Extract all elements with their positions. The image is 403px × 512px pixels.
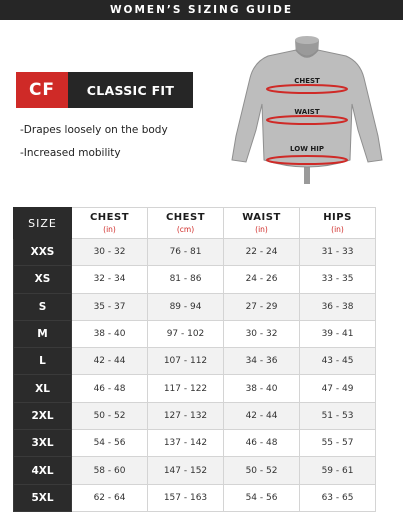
header-label: CHEST [89, 212, 130, 223]
chest-label: CHEST [294, 77, 320, 85]
waist-label: WAIST [294, 108, 320, 116]
guide-title: WOMEN’S SIZING GUIDE [109, 4, 294, 16]
table-row [14, 239, 376, 266]
hips-in-cell: 51 - 53 [300, 402, 376, 429]
waist-in-cell: 42 - 44 [224, 402, 300, 429]
size-cell: XS [14, 266, 72, 293]
header-chest-in [72, 208, 148, 239]
table-row [14, 402, 376, 429]
waist-in-cell: 46 - 48 [224, 430, 300, 457]
hips-in-cell: 59 - 61 [300, 457, 376, 484]
hips-in-cell: 55 - 57 [300, 430, 376, 457]
low-hip-label: LOW HIP [290, 145, 324, 153]
fit-badge [16, 72, 193, 108]
chest-in-cell: 50 - 52 [72, 402, 148, 429]
header-hips-in [300, 208, 376, 239]
header-unit: (in) [103, 225, 116, 234]
mannequin-shirt-diagram [218, 32, 396, 184]
fit-name: CLASSIC FIT [68, 72, 193, 108]
chest-cm-cell: 97 - 102 [148, 320, 224, 347]
hips-in-cell: 36 - 38 [300, 293, 376, 320]
table-row [14, 320, 376, 347]
chest-in-cell: 58 - 60 [72, 457, 148, 484]
chest-in-cell: 42 - 44 [72, 348, 148, 375]
table-row [14, 484, 376, 511]
waist-in-cell: 38 - 40 [224, 375, 300, 402]
chest-in-cell: 30 - 32 [72, 239, 148, 266]
size-cell: M [14, 320, 72, 347]
hips-in-cell: 47 - 49 [300, 375, 376, 402]
chest-cm-cell: 89 - 94 [148, 293, 224, 320]
waist-in-cell: 54 - 56 [224, 484, 300, 511]
size-cell: S [14, 293, 72, 320]
mannequin-neck-top [295, 36, 319, 44]
size-cell: L [14, 348, 72, 375]
hips-in-cell: 63 - 65 [300, 484, 376, 511]
waist-in-cell: 30 - 32 [224, 320, 300, 347]
table-row [14, 348, 376, 375]
chest-cm-cell: 137 - 142 [148, 430, 224, 457]
fit-code: CF [16, 72, 68, 108]
hips-in-cell: 39 - 41 [300, 320, 376, 347]
size-cell: 3XL [14, 430, 72, 457]
header-unit: (in) [255, 225, 268, 234]
header-chest-cm [148, 208, 224, 239]
table-row [14, 266, 376, 293]
header-label: CHEST [165, 212, 206, 223]
size-cell: 4XL [14, 457, 72, 484]
table-header-row [14, 208, 376, 239]
chest-in-cell: 46 - 48 [72, 375, 148, 402]
waist-in-cell: 50 - 52 [224, 457, 300, 484]
size-cell: 2XL [14, 402, 72, 429]
chest-cm-cell: 157 - 163 [148, 484, 224, 511]
table-row [14, 457, 376, 484]
header-unit: (cm) [176, 225, 195, 234]
hips-in-cell: 33 - 35 [300, 266, 376, 293]
chest-in-cell: 62 - 64 [72, 484, 148, 511]
waist-in-cell: 24 - 26 [224, 266, 300, 293]
feature-mobility: -Increased mobility [20, 147, 121, 159]
header-label: HIPS [323, 212, 352, 223]
size-cell: XL [14, 375, 72, 402]
waist-in-cell: 34 - 36 [224, 348, 300, 375]
header-unit: (in) [331, 225, 344, 234]
chest-in-cell: 38 - 40 [72, 320, 148, 347]
header-waist-in [224, 208, 300, 239]
table-row [14, 375, 376, 402]
chest-cm-cell: 117 - 122 [148, 375, 224, 402]
feature-drapes: -Drapes loosely on the body [20, 124, 168, 136]
table-row [14, 430, 376, 457]
chest-cm-cell: 76 - 81 [148, 239, 224, 266]
chest-in-cell: 35 - 37 [72, 293, 148, 320]
chest-cm-cell: 147 - 152 [148, 457, 224, 484]
guide-title-bar [0, 0, 403, 20]
hips-in-cell: 31 - 33 [300, 239, 376, 266]
header-label: WAIST [242, 212, 281, 223]
waist-in-cell: 22 - 24 [224, 239, 300, 266]
size-cell: XXS [14, 239, 72, 266]
size-chart-table [13, 207, 376, 512]
hips-in-cell: 43 - 45 [300, 348, 376, 375]
size-cell: 5XL [14, 484, 72, 511]
header-size: SIZE [14, 208, 72, 239]
chest-cm-cell: 107 - 112 [148, 348, 224, 375]
chest-in-cell: 32 - 34 [72, 266, 148, 293]
chest-cm-cell: 127 - 132 [148, 402, 224, 429]
chest-cm-cell: 81 - 86 [148, 266, 224, 293]
chest-in-cell: 54 - 56 [72, 430, 148, 457]
waist-in-cell: 27 - 29 [224, 293, 300, 320]
table-row [14, 293, 376, 320]
